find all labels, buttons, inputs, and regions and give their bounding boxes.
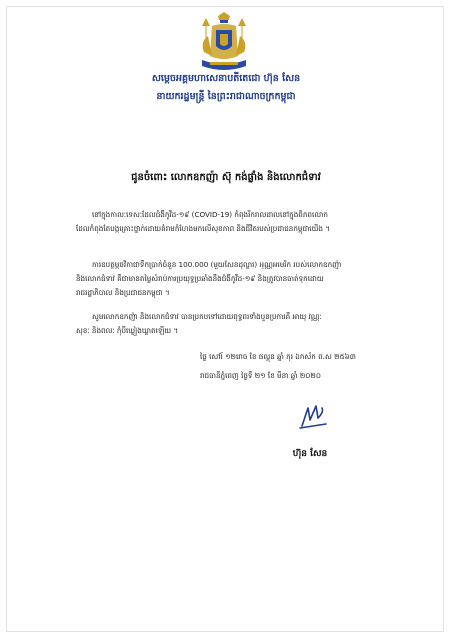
paragraph-line: ដែលកំពុងតែបង្កគ្រោះថ្នាក់ដោយគំរាមកំហែងមកលើសុខភាព និងជីវិតរបស់ប្រជាជនកម្ពុជាយើង ។	[76, 224, 330, 233]
handwritten-signature-icon	[298, 404, 328, 430]
paragraph-line: នៅក្នុងកាលៈទេសៈដែលជំងឺកូវីដ-១៩ (COVID-19) កំពុងរីករាលដាលនៅក្នុងពិភពលោក	[92, 210, 328, 219]
paragraph-line: និងលោកជំទាវ គឺជាមានតម្លៃសំរាប់ការប្រយុទ្ធប្រឆាំងនឹងជំងឺកូវីដ-១៩ និងត្រូវបានចាត់ទុកដោយ	[76, 274, 324, 283]
paragraph-line: រាជរដ្ឋាភិបាល និងប្រជាជនកម្ពុជា ។	[76, 288, 170, 297]
royal-arms-emblem-icon	[196, 12, 252, 74]
signer-name: ហ៊ុន សែន	[292, 449, 328, 459]
salutation: ជូនចំពោះ លោកឧកញ៉ា ស៊ុ កង់ផ្លាំង និងលោកជំទាវ	[131, 172, 321, 183]
solar-date: រាជធានីភ្នំពេញ ថ្ងៃទី ២១ ខែ មីនា ឆ្នាំ ២០២០	[200, 371, 321, 380]
paragraph-3	[76, 310, 396, 338]
paragraph-line: សុខៈ និងពលៈ កុំបីឃ្លៀងឃ្លាតឡើយ ។	[76, 326, 179, 335]
header-title: សម្តេចអគ្គមហាសេនាបតីតេជោ ហ៊ុន សែន	[151, 73, 301, 84]
lunar-date: ថ្ងៃ សៅរ៍ ១២រោច ខែ ផល្គុន ឆ្នាំ កុរ ឯកស័ក ព.ស ២៥៦៣	[200, 352, 356, 361]
header-subtitle: នាយករដ្ឋមន្ត្រី នៃព្រះរាជាណាចក្រកម្ពុជា	[156, 91, 296, 102]
paragraph-line: សូមលោកឧកញ៉ា និងលោកជំទាវ បានប្រកបទៅដោយពុទ្ធពរទាំងបួនប្រការគឺ អាយុ វណ្ណៈ	[92, 312, 322, 321]
paragraph-line: ការឧបត្ថម្ភថវិកាជាទឹកប្រាក់ចំនួន 100.000 (មួយសែនដុល្លារ) អុណ្ណអមេរិក របស់លោកឧកញ៉ា	[92, 260, 342, 269]
paragraph-2	[76, 258, 396, 300]
paragraph-1	[76, 208, 396, 236]
